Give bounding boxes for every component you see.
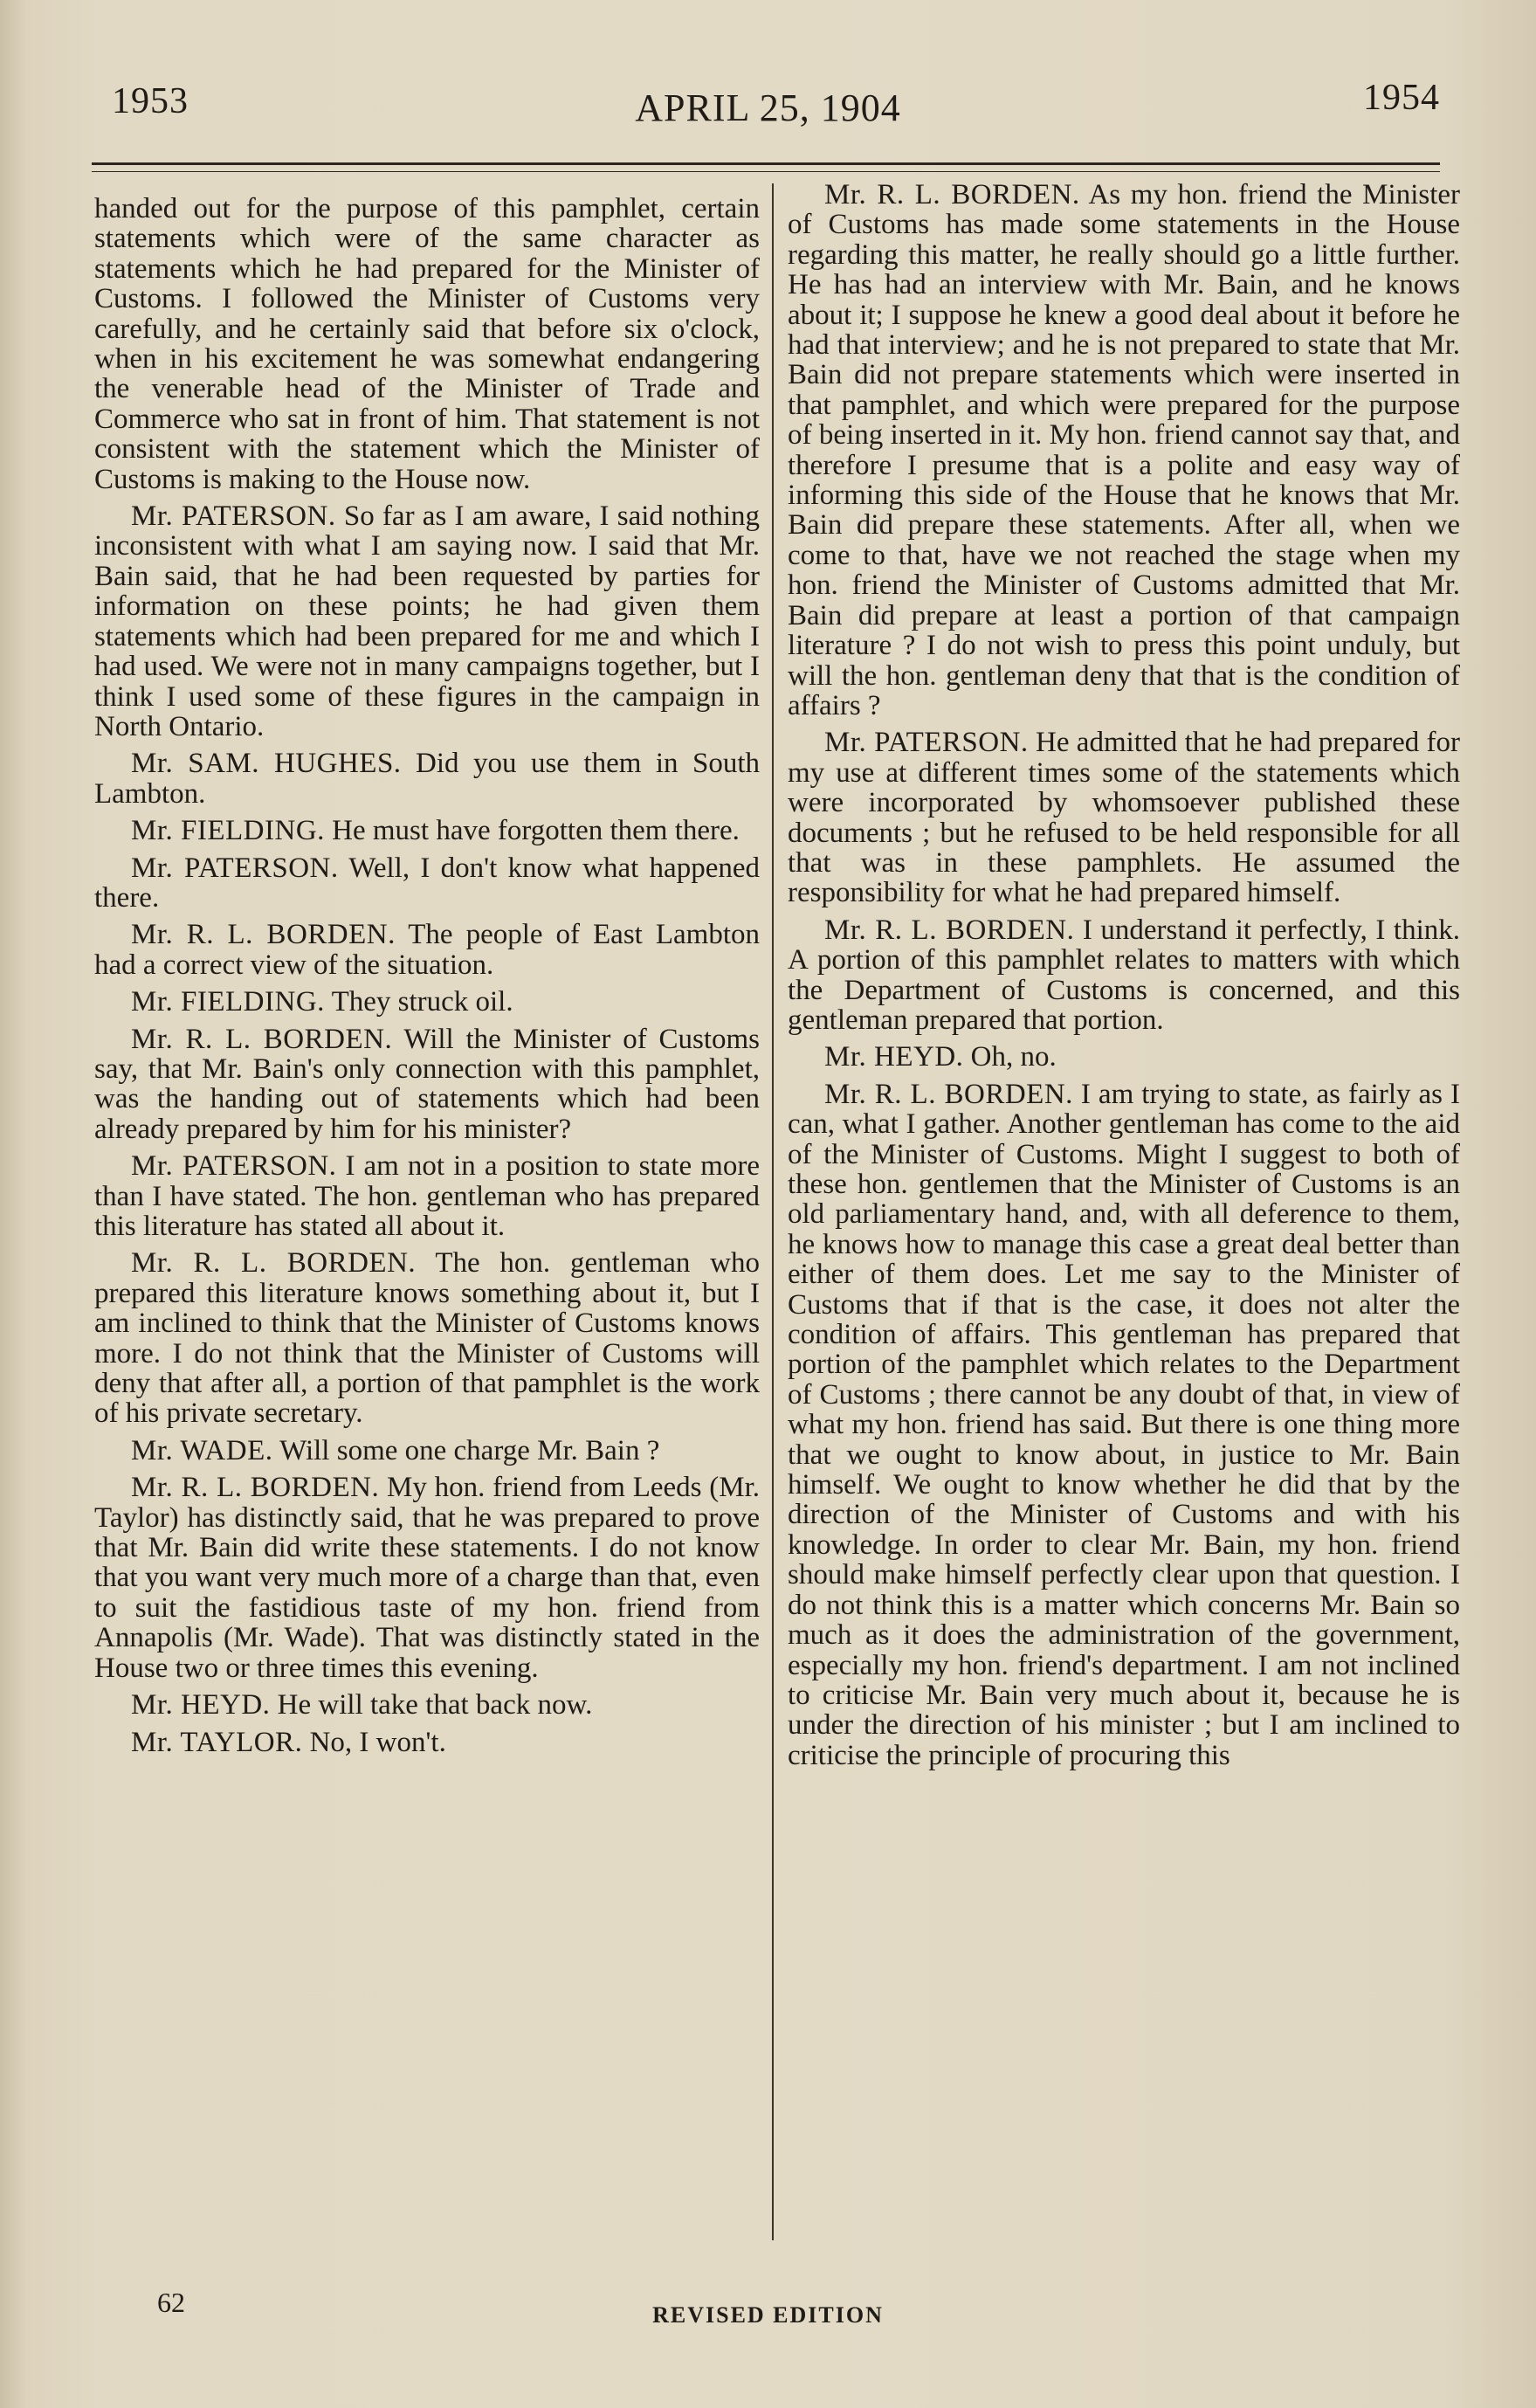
column-divider	[772, 183, 774, 2240]
paragraph	[94, 816, 760, 845]
speaker-name: Mr. HEYD.	[131, 1689, 271, 1721]
speaker-name: Mr. R. L. BORDEN.	[824, 914, 1075, 946]
paragraph-text: Oh, no.	[970, 1041, 1057, 1073]
paragraph	[94, 853, 760, 914]
speaker-name: Mr. R. L. BORDEN.	[131, 1247, 417, 1280]
speaker-name: Mr. PATERSON.	[131, 1150, 337, 1183]
paragraph-text: I am trying to state, as fairly as I can, what I gather. Another gentleman has come to the aid of the Minister of Customs. Might I suggest to both of these hon. gentlemen that the Minister of Customs is an old parliamentary hand, and, with all deference to them, he knows how to manage this case a great deal better than either of them does. Let me say to the Minister of Customs that if that is the case, it does not alter the condition of affairs. This gentleman has prepared that portion of the pamphlet which relates to the Department of Customs ; there cannot be any doubt of that, in view of what my hon. friend has said. But there is one thing more that we ought to know about, in justice to Mr. Bain himself. We ought to know whether he did that by the direction of the Minister of Customs and with his knowledge. In order to clear Mr. Bain, my hon. friend should make himself perfectly clear upon that question. I do not think this is a matter which concerns Mr. Bain so much as it does the administration of the government, especially my hon. friend's department. I am not inclined to criticise Mr. Bain very much about it, because he is under the direction of his minister ; but I am inclined to criticise the principle of procuring this	[788, 1078, 1460, 1771]
speaker-name: Mr. PATERSON.	[131, 852, 339, 884]
speaker-name: Mr. R. L. BORDEN.	[131, 919, 396, 951]
paragraph	[94, 501, 760, 742]
paragraph	[94, 1690, 760, 1720]
speaker-name: Mr. TAYLOR.	[131, 1726, 303, 1758]
speaker-name: Mr. SAM. HUGHES.	[131, 748, 402, 780]
speaker-name: Mr. R. L. BORDEN.	[824, 1078, 1073, 1110]
paragraph-text: They struck oil.	[331, 986, 513, 1018]
speaker-name: Mr. PATERSON.	[824, 727, 1029, 759]
paragraph	[788, 728, 1460, 907]
header-rule-thin	[92, 171, 1440, 172]
paragraph-text: Did you use them in South Lambton.	[94, 748, 761, 810]
paragraph-text: He will take that back now.	[277, 1689, 593, 1721]
speaker-name: Mr. FIELDING.	[131, 986, 325, 1018]
paragraph	[94, 1151, 760, 1241]
paragraph	[94, 1473, 760, 1683]
paragraph-text: My hon. friend from Leeds (Mr. Taylor) has distinctly said, that he was prepared to prove that Mr. Bain did write these statements. I do not know that you want very much more of a charge than that, even to suit the fastidious taste of my hon. friend from Annapolis (Mr. Wade). That was distinctly stated in the House two or three times this evening.	[94, 1472, 761, 1684]
header-rule	[92, 162, 1440, 165]
page-date: APRIL 25, 1904	[635, 86, 901, 129]
paragraph-text: I understand it perfectly, I think. A portion of this pamphlet relates to matters with which the Department of Customs is concerned, and this gentleman prepared that portion.	[788, 914, 1461, 1036]
speaker-name: Mr. PATERSON.	[131, 500, 336, 533]
paragraph	[94, 1436, 760, 1466]
paragraph-text: The people of East Lambton had a correct view of the situation.	[94, 919, 760, 981]
footer-edition: REVISED EDITION	[652, 2302, 884, 2328]
paragraph-text: Will some one charge Mr. Bain ?	[279, 1434, 660, 1466]
speaker-name: Mr. FIELDING.	[131, 815, 325, 847]
right-page-number: 1954	[1363, 78, 1440, 118]
paragraph-text: He admitted that he had prepared for my use at different times some of the statements which were incorporated by whomsoever published these documents ; but he refused to be held responsible for all that was in these pamphlets. He assumed the responsibility for what he had prepared himself.	[788, 727, 1461, 909]
paragraph	[94, 1025, 760, 1145]
paragraph	[94, 1728, 760, 1757]
right-column	[788, 180, 1460, 1777]
speaker-name: Mr. R. L. BORDEN.	[131, 1023, 393, 1055]
paragraph	[94, 194, 760, 494]
paragraph	[788, 915, 1460, 1036]
paragraph	[94, 1248, 760, 1428]
footer-page-number: 62	[157, 2287, 185, 2318]
paragraph	[788, 1080, 1460, 1770]
paragraph	[94, 920, 760, 980]
speaker-name: Mr. R. L. BORDEN.	[131, 1472, 380, 1504]
paragraph-text: Well, I don't know what happened there.	[94, 852, 760, 914]
paragraph-text: He must have forgotten them there.	[332, 815, 740, 847]
left-column	[94, 194, 760, 1764]
speaker-name: Mr. HEYD.	[824, 1041, 964, 1073]
left-page-number: 1953	[112, 81, 189, 121]
paragraph	[94, 987, 760, 1017]
paragraph-text: Will the Minister of Customs say, that Mr. Bain's only connection with this pamphlet, was the handing out of statements which had been already prepared by him for his minister?	[94, 1023, 761, 1145]
paragraph-text: So far as I am aware, I said nothing inconsistent with what I am saying now. I said that Mr. Bain said, that he had been requested by parties for information on these points; he had given them statements which had been prepared for me and which I had used. We were not in many campaigns together, but I think I used some of these figures in the campaign in North Ontario.	[94, 500, 760, 742]
speaker-name: Mr. WADE.	[131, 1434, 273, 1466]
paragraph-text: I am not in a position to state more than I have stated. The hon. gentleman who has prepared this literature has stated all about it.	[94, 1150, 760, 1242]
speaker-name: Mr. R. L. BORDEN.	[824, 179, 1080, 210]
paragraph-text: As my hon. friend the Minister of Customs has made some statements in the House regarding this matter, he really should go a little further. He has had an interview with Mr. Bain, and he knows about it; I suppose he knew a good deal about it before he had that interview; and he is not prepared to state that Mr. Bain did not prepare statements which were inserted in that pamphlet, and which were prepared for the purpose of being inserted in it. My hon. friend cannot say that, and therefore I presume that is a polite and easy way of informing this side of the House that he knows that Mr. Bain did prepare these statements. After all, when we come to that, have we not reached the stage when my hon. friend the Minister of Customs admitted that Mr. Bain did prepare at least a portion of that campaign literature ? I do not wish to press this point unduly, but will the hon. gentleman deny that that is the condition of affairs ?	[788, 179, 1461, 721]
paragraph	[788, 1042, 1460, 1072]
paragraph	[94, 749, 760, 809]
paragraph-text: The hon. gentleman who prepared this literature knows something about it, but I am inclined to think that the Minister of Customs knows more. I do not think that the Minister of Customs will deny that after all, a portion of that pamphlet is the work of his private secretary.	[94, 1247, 761, 1430]
paragraph-text: No, I won't.	[309, 1726, 446, 1758]
paragraph	[788, 180, 1460, 721]
paragraph-text: handed out for the purpose of this pamphlet, certain statements which were of the same character as statements which he had prepared for the Minister of Customs. I followed the Minister of Customs very carefully, and he certainly said that before six o'clock, when in his excitement he was somewhat endangering the venerable head of the Minister of Trade and Commerce who sat in front of him. That statement is not consistent with the statement which the Minister of Customs is making to the House now.	[94, 193, 760, 495]
